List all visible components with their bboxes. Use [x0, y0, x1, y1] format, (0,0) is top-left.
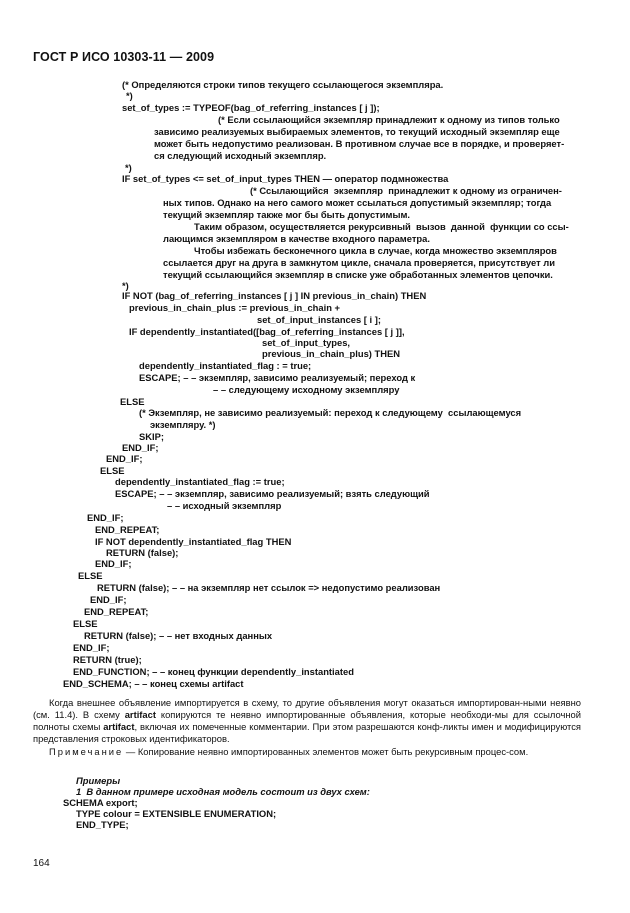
code-line: ESCAPE; – – экземпляр, зависимо реализуемый; переход к: [139, 372, 416, 383]
code-line: ELSE: [100, 465, 125, 476]
code-line: END_IF;: [122, 442, 159, 453]
code-line: *): [122, 280, 129, 291]
body-paragraph: [33, 697, 581, 745]
code-line: END_IF;: [73, 642, 110, 653]
code-line: dependently_instantiated_flag := true;: [115, 476, 285, 487]
code-line: ссылается друг на друга в замкнутом цикле, сначала проверяется, присутствует ли: [163, 257, 556, 268]
code-line: ESCAPE; – – экземпляр, зависимо реализуемый; взять следующий: [115, 488, 430, 499]
code-line: зависимо реализуемых выбираемых элементов, то текущий исходный экземпляр еще: [154, 126, 560, 137]
code-line: Таким образом, осуществляется рекурсивный вызов данной функции со ссы-: [194, 221, 569, 232]
code-line: *): [126, 90, 133, 101]
example-code-line: SCHEMA export;: [63, 797, 138, 808]
code-line: END_REPEAT;: [84, 606, 149, 617]
code-line: previous_in_chain_plus := previous_in_chain +: [129, 302, 341, 313]
examples-heading: Примеры: [76, 775, 121, 786]
code-line: IF set_of_types <= set_of_input_types THEN — оператор подмножества: [122, 173, 449, 184]
paragraph-text: копируются те неявно импортированные объявления, которые необходи-мы для ссылочной полноты схемы: [33, 709, 581, 732]
example-item: 1 В данном примере исходная модель состоит из двух схем:: [76, 786, 370, 797]
example-code-line: TYPE colour = EXTENSIBLE ENUMERATION;: [76, 808, 277, 819]
code-line: set_of_input_types,: [262, 337, 351, 348]
note-text: — Копирование неявно импортированных элементов может быть рекурсивным процес-сом.: [123, 746, 529, 757]
code-line: END_IF;: [90, 594, 127, 605]
code-line: ных типов. Однако на него самого может ссылаться допустимый экземпляр; тогда: [163, 197, 552, 208]
note-label: Примечание: [49, 746, 124, 757]
example-code-line: END_TYPE;: [76, 819, 129, 830]
code-line: ELSE: [120, 396, 145, 407]
code-line: RETURN (false); – – нет входных данных: [84, 630, 273, 641]
code-line: – – исходный экземпляр: [167, 500, 282, 511]
code-line: ELSE: [73, 618, 98, 629]
code-line: – – следующему исходному экземпляру: [213, 384, 400, 395]
paragraph-text: , включая их помеченные комментарии. При этом разрешаются конф-ликты имен и модифицируются представления строковых идентификаторов.: [33, 721, 581, 744]
code-line: END_IF;: [95, 558, 132, 569]
code-line: dependently_instantiated_flag : = true;: [139, 360, 312, 371]
code-line: RETURN (false); – – на экземпляр нет ссылок => недопустимо реализован: [97, 582, 441, 593]
code-line: (* Определяются строки типов текущего ссылающегося экземпляра.: [122, 79, 444, 90]
page-number: 164: [33, 858, 50, 869]
code-line: (* Если ссылающийся экземпляр принадлежит к одному из типов только: [218, 114, 560, 125]
code-line: Чтобы избежать бесконечного цикла в случае, когда множество экземпляров: [194, 245, 557, 256]
code-line: RETURN (false);: [106, 547, 179, 558]
code-line: может быть недопустимо реализован. В противном случае все в порядке, и проверяет-: [154, 138, 565, 149]
code-line: (* Ссылающийся экземпляр принадлежит к одному из ограничен-: [250, 185, 562, 196]
code-line: previous_in_chain_plus) THEN: [262, 348, 401, 359]
code-line: END_IF;: [106, 453, 143, 464]
code-line: IF dependently_instantiated([bag_of_referring_instances [ j ]],: [129, 326, 405, 337]
paragraph-text: Когда внешнее объявление импортируется в схему, то другие объявления могут оказаться импортирован-ными неявно (см. 11.4). В схему: [33, 697, 581, 720]
code-line: IF NOT (bag_of_referring_instances [ j ] IN previous_in_chain) THEN: [122, 290, 427, 301]
code-line: лающимся экземпляром в качестве входного параметра.: [163, 233, 430, 244]
code-line: set_of_types := TYPEOF(bag_of_referring_instances [ j ]);: [122, 102, 380, 113]
code-line: текущий экземпляр также мог бы быть допустимым.: [163, 209, 411, 220]
code-line: *): [125, 162, 132, 173]
standard-title: ГОСТ Р ИСО 10303-11 — 2009: [33, 50, 215, 64]
code-line: экземпляру. *): [150, 419, 216, 430]
code-line: ся следующий исходный экземпляр.: [154, 150, 327, 161]
schema-name-artifact: artifact: [124, 709, 156, 720]
code-line: RETURN (true);: [73, 654, 142, 665]
code-line: IF NOT dependently_instantiated_flag THEN: [95, 536, 292, 547]
code-line: END_REPEAT;: [95, 524, 160, 535]
code-line: END_SCHEMA; – – конец схемы artifact: [63, 678, 244, 689]
schema-name-artifact: artifact: [103, 721, 135, 732]
code-line: SKIP;: [139, 431, 165, 442]
note-paragraph: [33, 746, 581, 758]
code-line: текущий ссылающийся экземпляр в списке уже обработанных элементов цепочки.: [163, 269, 553, 280]
code-line: set_of_input_instances [ i ];: [257, 314, 381, 325]
code-line: (* Экземпляр, не зависимо реализуемый: переход к следующему ссылающемуся: [139, 407, 522, 418]
code-line: END_FUNCTION; – – конец функции dependently_instantiated: [73, 666, 354, 677]
code-line: ELSE: [78, 570, 103, 581]
code-line: END_IF;: [87, 512, 124, 523]
